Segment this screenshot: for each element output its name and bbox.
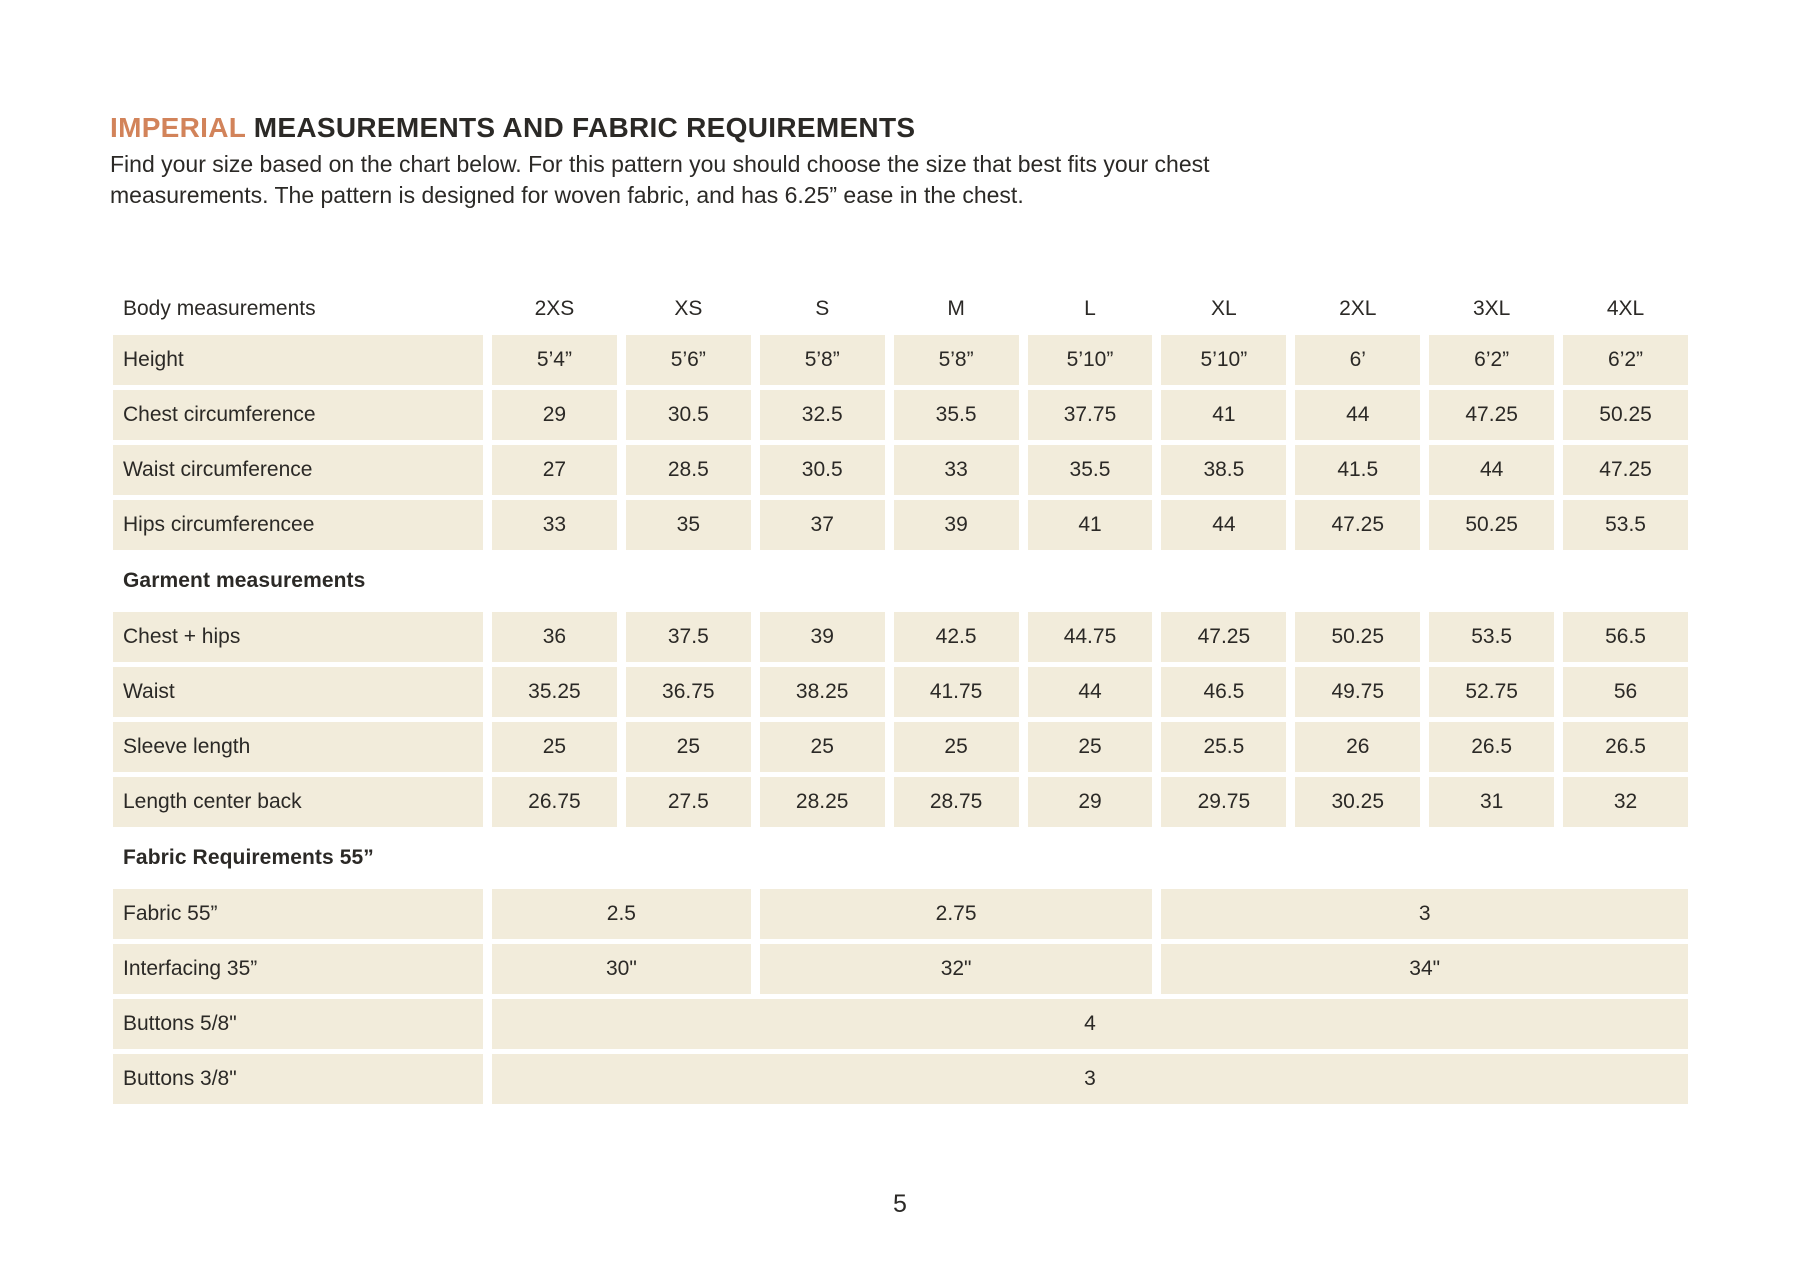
measurement-cell: 25 bbox=[894, 722, 1019, 772]
measurement-cell: 47.25 bbox=[1563, 445, 1688, 495]
measurement-cell: 29.75 bbox=[1161, 777, 1286, 827]
title-rest: MEASUREMENTS AND FABRIC REQUIREMENTS bbox=[245, 112, 916, 143]
measurement-cell: 50.25 bbox=[1429, 500, 1554, 550]
measurement-cell: 5’8” bbox=[894, 335, 1019, 385]
measurement-cell: 26.5 bbox=[1429, 722, 1554, 772]
measurement-cell: 37.5 bbox=[626, 612, 751, 662]
row-label: Interfacing 35” bbox=[113, 944, 483, 994]
measurement-cell: 28.25 bbox=[760, 777, 885, 827]
section-title: Garment measurements bbox=[123, 569, 366, 592]
measurement-cell: 28.5 bbox=[626, 445, 751, 495]
measurement-cell: 29 bbox=[492, 390, 617, 440]
measurement-cell: 41.5 bbox=[1295, 445, 1420, 495]
section-title: Fabric Requirements 55” bbox=[123, 846, 374, 869]
measurement-cell: 33 bbox=[894, 445, 1019, 495]
measurement-cell: 32.5 bbox=[760, 390, 885, 440]
measurement-cell: 29 bbox=[1028, 777, 1153, 827]
column-header-3xl: 3XL bbox=[1472, 297, 1511, 320]
measurement-cell: 27.5 bbox=[626, 777, 751, 827]
measurement-cell: 33 bbox=[492, 500, 617, 550]
intro-line-1: Find your size based on the chart below. For this pattern you should choose the size that best fits your chest bbox=[110, 151, 1210, 177]
column-header-xl: XL bbox=[1211, 297, 1237, 320]
measurement-cell: 42.5 bbox=[894, 612, 1019, 662]
measurement-cell: 26.5 bbox=[1563, 722, 1688, 772]
column-header-m: M bbox=[947, 297, 965, 320]
measurement-cell: 50.25 bbox=[1295, 612, 1420, 662]
column-header-s: S bbox=[815, 297, 830, 320]
measurement-cell: 52.75 bbox=[1429, 667, 1554, 717]
measurement-cell: 37.75 bbox=[1028, 390, 1153, 440]
measurement-cell: 53.5 bbox=[1563, 500, 1688, 550]
measurement-cell: 46.5 bbox=[1161, 667, 1286, 717]
measurement-cell: 5’4” bbox=[492, 335, 617, 385]
measurement-cell: 5’6” bbox=[626, 335, 751, 385]
measurement-cell: 28.75 bbox=[894, 777, 1019, 827]
row-label: Height bbox=[113, 335, 483, 385]
measurement-cell: 39 bbox=[894, 500, 1019, 550]
measurement-cell: 47.25 bbox=[1429, 390, 1554, 440]
measurement-cell: 26.75 bbox=[492, 777, 617, 827]
row-label: Waist bbox=[113, 667, 483, 717]
measurement-cell: 41 bbox=[1161, 390, 1286, 440]
measurement-cell: 30.5 bbox=[760, 445, 885, 495]
measurement-cell: 38.5 bbox=[1161, 445, 1286, 495]
measurement-cell: 44 bbox=[1429, 445, 1554, 495]
measurement-cell: 44.75 bbox=[1028, 612, 1153, 662]
column-header-l: L bbox=[1084, 297, 1096, 320]
measurement-cell: 41.75 bbox=[894, 667, 1019, 717]
measurement-cell: 6’ bbox=[1295, 335, 1420, 385]
row-label: Chest circumference bbox=[113, 390, 483, 440]
measurement-cell: 32" bbox=[760, 944, 1153, 994]
page-title bbox=[110, 112, 915, 144]
measurement-cell: 38.25 bbox=[760, 667, 885, 717]
page-number: 5 bbox=[893, 1190, 907, 1218]
measurement-cell: 3 bbox=[1161, 889, 1688, 939]
measurement-cell: 5’8” bbox=[760, 335, 885, 385]
measurement-cell: 44 bbox=[1161, 500, 1286, 550]
row-label: Length center back bbox=[113, 777, 483, 827]
measurement-cell: 36 bbox=[492, 612, 617, 662]
column-header-2xs: 2XS bbox=[534, 297, 575, 320]
row-label: Sleeve length bbox=[113, 722, 483, 772]
measurement-cell: 53.5 bbox=[1429, 612, 1554, 662]
measurement-cell: 41 bbox=[1028, 500, 1153, 550]
measurement-cell: 32 bbox=[1563, 777, 1688, 827]
measurement-cell: 25 bbox=[626, 722, 751, 772]
column-header-2xl: 2XL bbox=[1339, 297, 1377, 320]
measurement-cell: 25.5 bbox=[1161, 722, 1286, 772]
row-label: Fabric 55” bbox=[113, 889, 483, 939]
measurement-cell: 35.5 bbox=[894, 390, 1019, 440]
measurement-cell: 2.75 bbox=[760, 889, 1153, 939]
measurement-cell: 39 bbox=[760, 612, 885, 662]
title-accent: IMPERIAL bbox=[110, 112, 246, 143]
measurement-cell: 5’10” bbox=[1028, 335, 1153, 385]
measurement-cell: 3 bbox=[492, 1054, 1688, 1104]
measurement-cell: 35.5 bbox=[1028, 445, 1153, 495]
measurement-cell: 44 bbox=[1028, 667, 1153, 717]
measurement-cell: 27 bbox=[492, 445, 617, 495]
measurement-cell: 25 bbox=[492, 722, 617, 772]
measurement-cell: 30.25 bbox=[1295, 777, 1420, 827]
measurement-cell: 25 bbox=[760, 722, 885, 772]
intro-line-2: measurements. The pattern is designed for woven fabric, and has 6.25” ease in the chest. bbox=[110, 182, 1024, 208]
measurement-cell: 47.25 bbox=[1161, 612, 1286, 662]
measurement-cell: 37 bbox=[760, 500, 885, 550]
measurement-cell: 4 bbox=[492, 999, 1688, 1049]
measurement-cell: 5’10” bbox=[1161, 335, 1286, 385]
measurement-cell: 6’2” bbox=[1429, 335, 1554, 385]
measurement-cell: 50.25 bbox=[1563, 390, 1688, 440]
measurement-cell: 49.75 bbox=[1295, 667, 1420, 717]
measurement-cell: 35 bbox=[626, 500, 751, 550]
measurement-cell: 56.5 bbox=[1563, 612, 1688, 662]
measurement-cell: 6’2” bbox=[1563, 335, 1688, 385]
measurement-cell: 44 bbox=[1295, 390, 1420, 440]
column-header-4xl: 4XL bbox=[1606, 297, 1645, 320]
measurement-cell: 25 bbox=[1028, 722, 1153, 772]
measurement-cell: 30.5 bbox=[626, 390, 751, 440]
table-header-label: Body measurements bbox=[123, 297, 316, 320]
measurement-cell: 26 bbox=[1295, 722, 1420, 772]
measurement-cell: 47.25 bbox=[1295, 500, 1420, 550]
measurement-cell: 36.75 bbox=[626, 667, 751, 717]
row-label: Buttons 3/8" bbox=[113, 1054, 483, 1104]
size-table bbox=[113, 288, 1688, 1104]
column-header-xs: XS bbox=[674, 297, 703, 320]
measurement-cell: 30" bbox=[492, 944, 751, 994]
row-label: Chest + hips bbox=[113, 612, 483, 662]
measurement-cell: 56 bbox=[1563, 667, 1688, 717]
row-label: Buttons 5/8" bbox=[113, 999, 483, 1049]
measurement-cell: 35.25 bbox=[492, 667, 617, 717]
measurement-cell: 31 bbox=[1429, 777, 1554, 827]
measurement-cell: 34" bbox=[1161, 944, 1688, 994]
intro-paragraph bbox=[110, 149, 1210, 211]
measurement-cell: 2.5 bbox=[492, 889, 751, 939]
row-label: Hips circumferencee bbox=[113, 500, 483, 550]
row-label: Waist circumference bbox=[113, 445, 483, 495]
